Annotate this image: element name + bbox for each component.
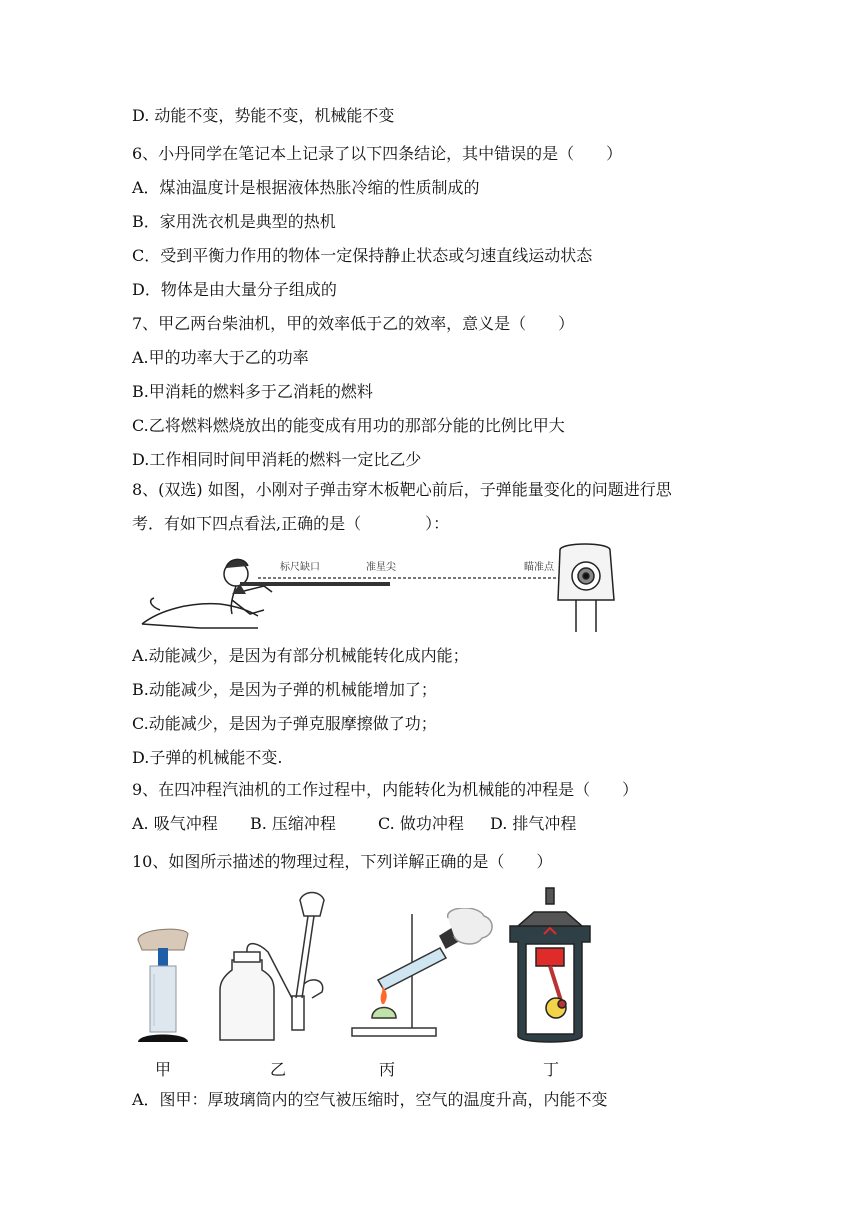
q8-option-b: B.动能减少，是因为子弹的机械能增加了； (132, 680, 437, 699)
q8-stem-line1: 8、(双选) 如图，小刚对子弹击穿木板靶心前后，子弹能量变化的问题进行思 (132, 480, 672, 499)
target-illustration (558, 544, 614, 632)
q6-option-b: B．家用洗衣机是典型的热机 (132, 212, 336, 231)
q9-option-a: A. 吸气冲程 (132, 814, 218, 833)
q10-option-a: A．图甲：厚玻璃筒内的空气被压缩时，空气的温度升高，内能不变 (132, 1090, 608, 1109)
q9-option-d: D. 排气冲程 (490, 814, 577, 833)
q6-option-c: C．受到平衡力作用的物体一定保持静止状态或匀速直线运动状态 (132, 246, 593, 265)
q8-stem-line2: 考．有如下四点看法,正确的是（ ）： (132, 514, 450, 533)
shooter-illustration (142, 559, 272, 628)
q7-stem: 7、甲乙两台柴油机，甲的效率低于乙的效率，意义是（ ） (132, 314, 575, 333)
caption-yi: 乙 (270, 1060, 287, 1079)
caption-jia: 甲 (155, 1060, 172, 1079)
label-aim-point: 瞄准点 (524, 562, 554, 573)
q9-option-b: B. 压缩冲程 (250, 814, 336, 833)
q9-options (132, 814, 576, 834)
q7-option-d: D.工作相同时间甲消耗的燃料一定比乙少 (132, 450, 422, 469)
q5-option-d: D. 动能不变，势能不变，机械能不变 (132, 106, 395, 125)
figure-bing (348, 908, 496, 1042)
q7-option-c: C.乙将燃料燃烧放出的能变成有用功的那部分能的比例比甲大 (132, 416, 565, 435)
label-rear-sight: 标尺缺口 (280, 562, 320, 573)
shooting-figure (140, 540, 620, 636)
q8-option-c: C.动能减少，是因为子弹克服摩擦做了功； (132, 714, 437, 733)
q7-option-b: B.甲消耗的燃料多于乙消耗的燃料 (132, 382, 373, 401)
caption-bing: 丙 (379, 1060, 396, 1079)
q9-stem: 9、在四冲程汽油机的工作过程中，内能转化为机械能的冲程是（ ） (132, 780, 639, 799)
q6-option-d: D．物体是由大量分子组成的 (132, 280, 337, 299)
q8-option-a: A.动能减少，是因为有部分机械能转化成内能； (132, 646, 469, 665)
caption-ding: 丁 (543, 1060, 560, 1079)
q6-option-a: A．煤油温度计是根据液体热胀冷缩的性质制成的 (132, 178, 480, 197)
q9-option-c: C. 做功冲程 (378, 814, 464, 833)
figure-ding (504, 886, 596, 1046)
q10-stem: 10、如图所示描述的物理过程，下列详解正确的是（ ） (132, 852, 553, 871)
figure-jia (132, 926, 194, 1048)
figure-yi (216, 886, 340, 1048)
q8-option-d: D.子弹的机械能不变. (132, 748, 283, 767)
q7-option-a: A.甲的功率大于乙的功率 (132, 348, 309, 367)
q6-stem: 6、小丹同学在笔记本上记录了以下四条结论，其中错误的是（ ） (132, 144, 623, 163)
label-front-sight: 准星尖 (366, 562, 396, 573)
